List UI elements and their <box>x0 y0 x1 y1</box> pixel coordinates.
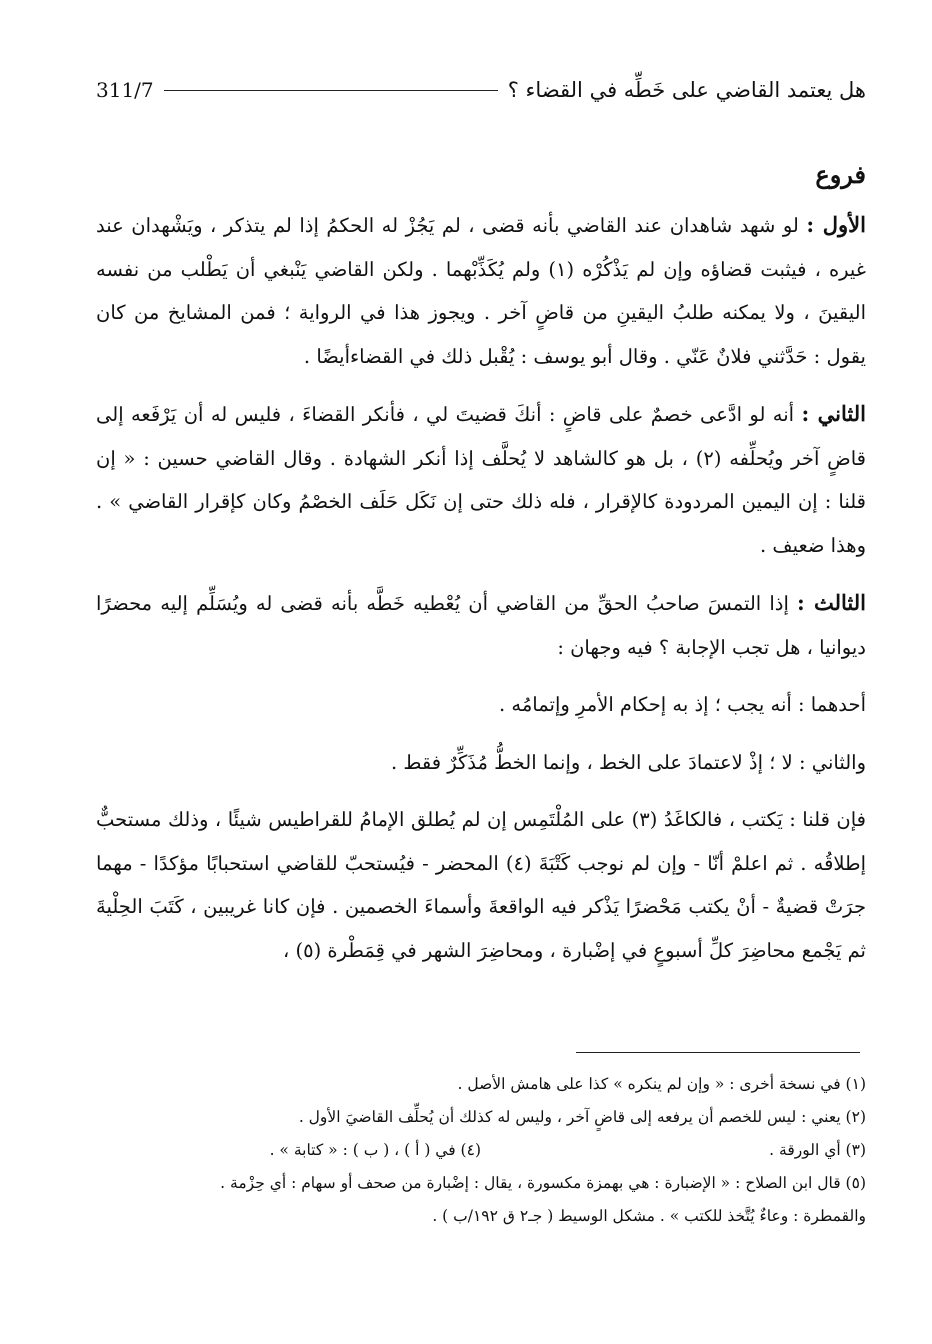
footnote-3: (٣) أي الورقة . <box>769 1141 866 1159</box>
paragraph-text: لو شهد شاهدان عند القاضي بأنه قضى ، لم يَجُزْ له الحكمُ إذا لم يتذكر ، ويَشْهدان عند غيره ، فيثبت قضاؤه وإن لم يَذْكُرْه (١) ولم يُكَذِّبْهما . ولكن القاضي يَنْبغي أن يَطْلب من نفسه اليقينَ ، ولا يمكنه طلبُ اليقينِ من قاضٍ آخر . ويجوز هذا في الرواية ؛ فمن المشايخ من كان يقول : حَدَّثني فلانٌ عَنّي . وقال أبو يوسف : يُقْبل ذلك في القضاءأيضًا . <box>96 214 866 368</box>
paragraph-lead: الثالث : <box>797 590 866 615</box>
paragraph-text: أنه لو ادَّعى خصمٌ على قاضٍ : أنكَ قضيتَ لي ، فأنكر القضاءَ ، فليس له أن يَرْفَعه إلى قاضٍ آخر ويُحلِّفه (٢) ، بل هو كالشاهد لا يُحلَّف إذا أنكر الشهادة . وقال القاضي حسين : « إن قلنا : إن اليمين المردودة كالإقرار ، فله ذلك حتى إن نَكَل حَلَف الخصْمُ وكان كإقرار القاضي » . وهذا ضعيف . <box>96 403 866 557</box>
option-two: والثاني : لا ؛ إذْ لاعتمادَ على الخط ، وإنما الخطُّ مُذَكِّرٌ فقط . <box>390 750 866 774</box>
paragraph-third <box>96 581 866 669</box>
page-number: 311/7 <box>96 78 154 102</box>
footnote-2: (٢) يعني : ليس للخصم أن يرفعه إلى قاضٍ آخر ، وليس له كذلك أن يُحلِّف القاضيَ الأول . <box>298 1108 866 1126</box>
footnote-1: (١) في نسخة أخرى : « وإن لم ينكره » كذا على هامش الأصل . <box>457 1075 866 1093</box>
footnote-5-line-1: (٥) قال ابن الصلاح : « الإضبارة : هي بهمزة مكسورة ، يقال : إضْبارة من صحف أو سهام : أي حِزْمة . <box>220 1174 866 1192</box>
page-header <box>96 70 866 110</box>
option-one: أحدهما : أنه يجب ؛ إذ به إحكام الأمرِ وإتمامُه . <box>499 693 866 716</box>
paragraph-first <box>96 203 866 378</box>
paragraph-lead: الأول : <box>806 212 866 237</box>
footnote-row-3-4 <box>96 1134 866 1167</box>
paragraph-text: إذا التمسَ صاحبُ الحقِّ من القاضي أن يُعْطيه خَطَّه بأنه قضى له ويُسَلِّم إليه محضرًا ديوانيا ، هل تجب الإجابة ؟ فيه وجهان : <box>96 592 866 659</box>
paragraph-second <box>96 392 866 567</box>
footnote-5-line-2: والقمطرة : وعاءٌ يُتَّخذ للكتب » . مشكل الوسيط ( جـ٢ ق ١٩٢/ب ) . <box>432 1207 866 1225</box>
footnotes <box>96 1068 866 1233</box>
running-title: هل يعتمد القاضي على خَطِّه في القضاء ؟ <box>507 78 866 102</box>
footnote-4: (٤) في ( أ ) ، ( ب ) : « كتابة » . <box>269 1141 481 1159</box>
footnote-separator <box>576 1052 860 1053</box>
header-rule <box>164 90 498 91</box>
paragraph-closing: فإن قلنا : يَكتب ، فالكاغَدُ (٣) على المُلْتَمِس إن لم يُطلق الإمامُ للقراطيس شيئًا ، وذلك مستحبٌّ إطلاقُه . ثم اعلمْ أنّا - وإن لم نوجب كَتْبَةَ (٤) المحضر - فيُستحبّ للقاضي استحبابًا مؤكدًا - مهما جرَتْ قضيةٌ - أنْ يكتب مَحْضرًا يَذْكر فيه الواقعةَ وأسماءَ الخصمين . فإن كانا غريبين ، كَتَبَ الحِلْيةَ ثم يَجْمع محاضِرَ كلِّ أسبوعٍ في إضْبارة ، ومحاضِرَ الشهر في قِمَطْرة (٥) ، <box>96 808 866 962</box>
paragraph-lead: الثاني : <box>801 401 866 426</box>
section-title: فروع <box>815 160 866 189</box>
page-body <box>96 160 866 986</box>
